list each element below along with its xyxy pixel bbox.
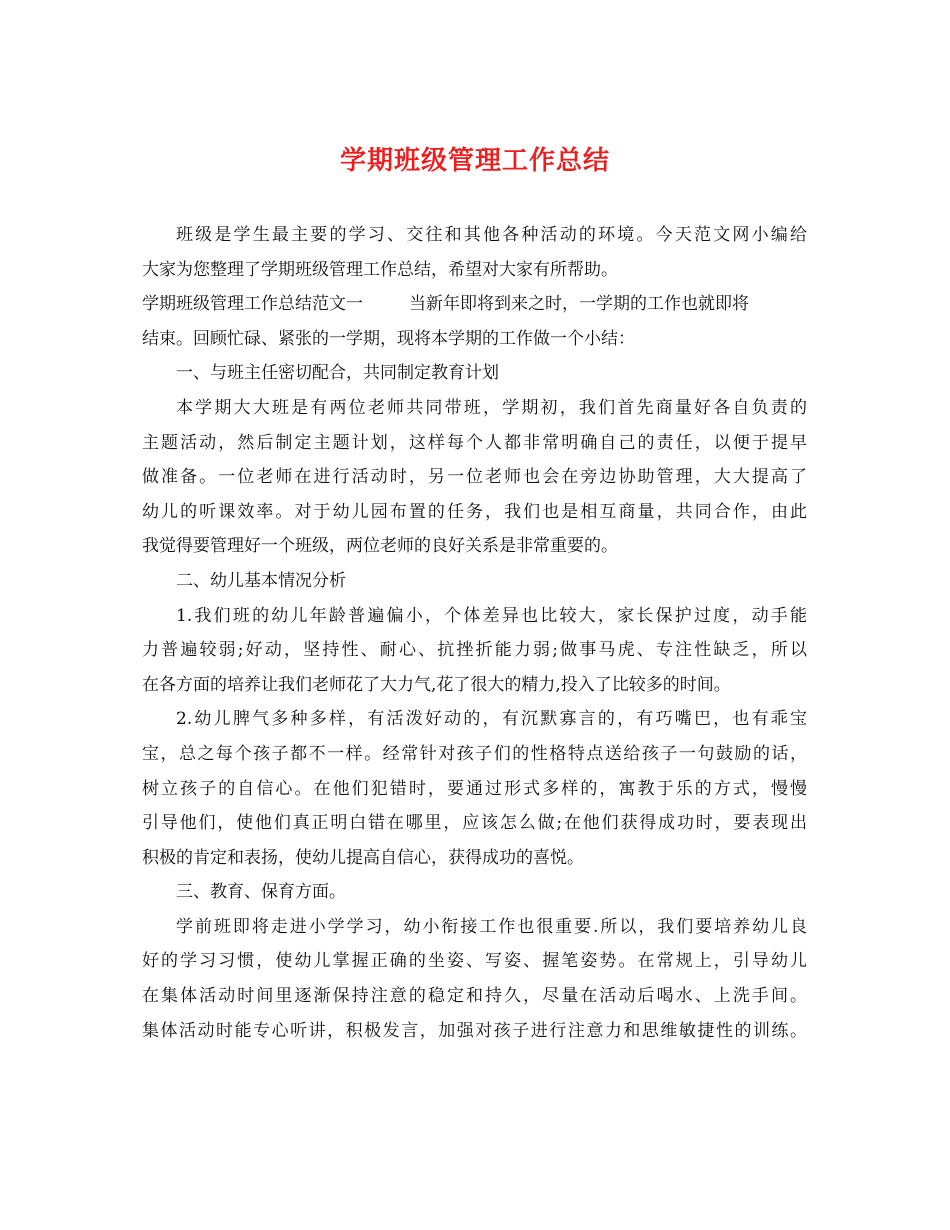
paragraph-line: 学前班即将走进小学学习，幼小衔接工作也很重要.所以，我们要培养幼儿良: [176, 916, 807, 937]
document-title: 学期班级管理工作总结: [339, 146, 610, 176]
paragraph-line: 好的学习习惯，使幼儿掌握正确的坐姿、写姿、握笔姿势。在常规上，引导幼儿: [142, 951, 807, 972]
section-heading: 二、幼儿基本情况分析: [176, 570, 346, 591]
paragraph-line: 班级是学生最主要的学习、交往和其他各种活动的环境。今天范文网小编给: [176, 225, 807, 245]
article-subtitle: 学期班级管理工作总结范文一: [142, 294, 363, 315]
section-heading: 一、与班主任密切配合，共同制定教育计划: [176, 363, 499, 384]
paragraph-line: 在各方面的培养让我们老师花了大力气,花了很大的精力,投入了比较多的时间。: [142, 674, 731, 695]
paragraph-text: 当新年即将到来之时，一学期的工作也就即将: [409, 294, 749, 315]
document-body: [142, 218, 807, 1048]
paragraph-line: 引导他们，使他们真正明白错在哪里，应该怎么做;在他们获得成功时，要表现出: [142, 813, 807, 834]
paragraph-line: 在集体活动时间里逐渐保持注意的稳定和持久，尽量在活动后喝水、上洗手间。: [142, 986, 807, 1007]
paragraph-line: [142, 287, 807, 322]
paragraph-line: 2.幼儿脾气多种多样，有活泼好动的，有沉默寡言的，有巧嘴巴，也有乖宝: [176, 709, 807, 730]
paragraph-line: 主题活动，然后制定主题计划，这样每个人都非常明确自己的责任，以便于提早: [142, 432, 807, 453]
paragraph-line: 我觉得要管理好一个班级，两位老师的良好关系是非常重要的。: [142, 536, 618, 557]
section-heading: 三、教育、保育方面。: [176, 882, 346, 903]
paragraph-line: 做准备。一位老师在进行活动时，另一位老师也会在旁边协助管理，大大提高了: [142, 467, 807, 488]
paragraph-line: 本学期大大班是有两位老师共同带班，学期初，我们首先商量好各自负责的: [176, 397, 807, 418]
paragraph-line: 树立孩子的自信心。在他们犯错时，要通过形式多样的，寓教于乐的方式，慢慢: [142, 778, 807, 799]
paragraph-line: 集体活动时能专心听讲，积极发言，加强对孩子进行注意力和思维敏捷性的训练。: [142, 1020, 807, 1041]
paragraph-line: 1.我们班的幼儿年龄普遍偏小，个体差异也比较大，家长保护过度，动手能: [176, 605, 807, 626]
paragraph-line: 幼儿的听课效率。对于幼儿园布置的任务，我们也是相互商量，共同合作，由此: [142, 501, 807, 522]
paragraph-line: 宝，总之每个孩子都不一样。经常针对孩子们的性格特点送给孩子一句鼓励的话，: [142, 743, 807, 764]
paragraph-line: 大家为您整理了学期班级管理工作总结，希望对大家有所帮助。: [142, 259, 618, 280]
paragraph-line: 积极的肯定和表扬，使幼儿提高自信心，获得成功的喜悦。: [142, 847, 584, 868]
paragraph-line: 力普遍较弱;好动，坚持性、耐心、抗挫折能力弱;做事马虎、专注性缺乏，所以: [142, 640, 807, 661]
paragraph-line: 结束。回顾忙碌、紧张的一学期，现将本学期的工作做一个小结：: [142, 328, 635, 349]
